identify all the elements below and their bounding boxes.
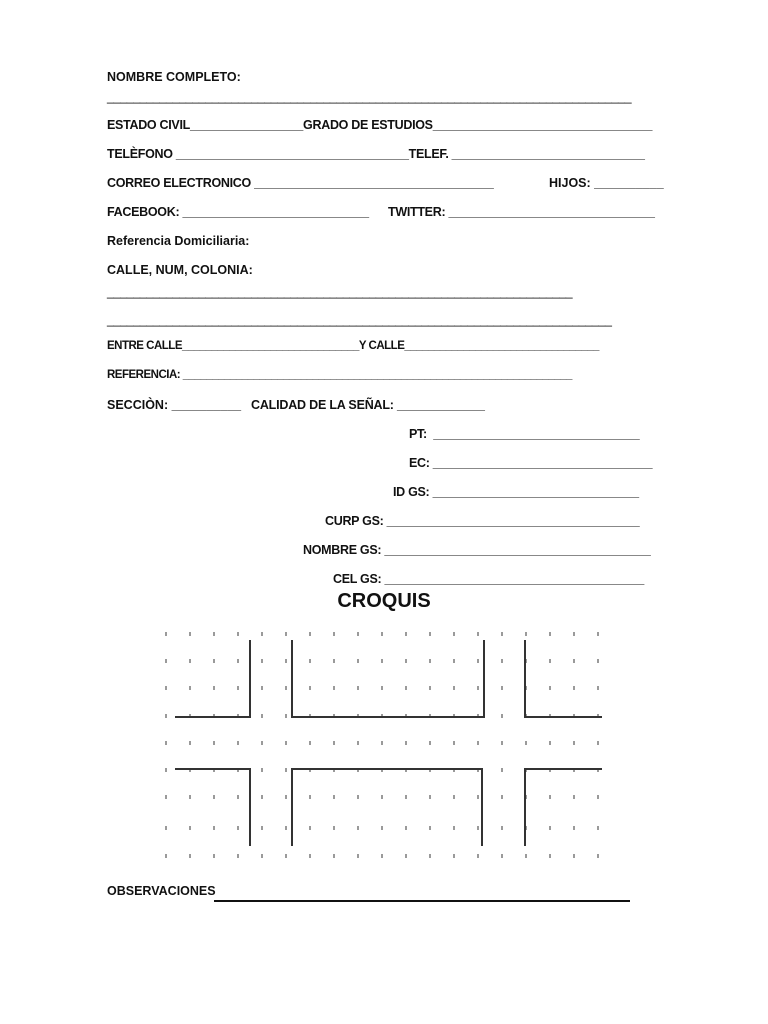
grid-dot <box>285 632 287 636</box>
grid-dot <box>429 659 431 663</box>
grid-dot <box>213 795 215 799</box>
grid-dot <box>237 686 239 690</box>
calidad-senal-field[interactable]: CALIDAD DE LA SEÑAL: _____________ <box>251 398 485 412</box>
grid-dot <box>573 854 575 858</box>
grid-dot <box>333 854 335 858</box>
grid-dot <box>453 686 455 690</box>
grid-dot <box>429 826 431 830</box>
grid-dot <box>189 854 191 858</box>
grid-dot <box>189 826 191 830</box>
grid-dot <box>357 854 359 858</box>
grid-dot <box>549 659 551 663</box>
grid-dot <box>357 686 359 690</box>
grid-dot <box>477 826 479 830</box>
street-blocks <box>175 640 602 846</box>
entre-calle-field[interactable]: ENTRE CALLE______________________________Y CALLE_________________________________ <box>107 340 599 352</box>
grid-dot <box>525 632 527 636</box>
grid-dot <box>213 826 215 830</box>
grid-dot <box>333 826 335 830</box>
grid-dot <box>309 659 311 663</box>
grid-dot <box>477 741 479 745</box>
grid-dot <box>261 854 263 858</box>
grid-dot <box>237 741 239 745</box>
grid-dot <box>213 659 215 663</box>
nombre-completo-label: NOMBRE COMPLETO: <box>107 70 241 84</box>
grid-dot <box>285 854 287 858</box>
grid-dot <box>597 632 599 636</box>
nombre-gs-field[interactable]: NOMBRE GS: ________________________________________ <box>303 543 651 557</box>
grid-dot <box>429 741 431 745</box>
grid-dot <box>525 854 527 858</box>
grid-dot <box>165 854 167 858</box>
grid-dot <box>165 826 167 830</box>
grid-dot <box>453 826 455 830</box>
grid-dot <box>453 854 455 858</box>
grid-dot <box>189 659 191 663</box>
block-bottom-right <box>525 769 602 846</box>
grid-dot <box>501 659 503 663</box>
grid-dot <box>573 632 575 636</box>
grid-dot <box>213 741 215 745</box>
grid-dot <box>429 854 431 858</box>
grid-dot <box>477 659 479 663</box>
block-top-left <box>175 640 250 717</box>
grid-dot <box>237 826 239 830</box>
grid-dot <box>309 854 311 858</box>
referencia-domiciliaria-heading: Referencia Domiciliaria: <box>107 234 250 248</box>
grid-dot <box>333 632 335 636</box>
seccion-field[interactable]: SECCIÒN: __________ <box>107 398 242 412</box>
grid-dot <box>381 686 383 690</box>
grid-dot <box>357 795 359 799</box>
grid-dot <box>189 741 191 745</box>
grid-dot <box>237 632 239 636</box>
grid-dot <box>477 854 479 858</box>
grid-dot <box>405 686 407 690</box>
grid-dot <box>261 741 263 745</box>
referencia-field[interactable]: REFERENCIA: __________________________________________________________________ <box>107 369 572 381</box>
grid-dot <box>549 686 551 690</box>
grid-dot <box>453 795 455 799</box>
correo-electronico-field[interactable]: CORREO ELECTRONICO ____________________________________ <box>107 176 494 190</box>
calle-line-1[interactable]: _______________________________________________________________________ <box>107 285 573 299</box>
grid-dot <box>165 659 167 663</box>
grid-dot <box>261 686 263 690</box>
grid-dot <box>405 632 407 636</box>
grid-dot <box>573 826 575 830</box>
calle-num-colonia-label: CALLE, NUM, COLONIA: <box>107 263 253 277</box>
grid-dot <box>357 741 359 745</box>
grid-dot <box>309 632 311 636</box>
grid-dot <box>357 659 359 663</box>
grid-dot <box>501 741 503 745</box>
grid-dot <box>501 768 503 772</box>
grid-dot <box>285 659 287 663</box>
grid-dot <box>405 826 407 830</box>
grid-dot <box>477 632 479 636</box>
grid-dot <box>501 826 503 830</box>
grid-dot <box>501 714 503 718</box>
grid-dot <box>285 795 287 799</box>
grid-dot <box>333 686 335 690</box>
grid-dot <box>549 741 551 745</box>
grid-dot <box>189 686 191 690</box>
grid-dot <box>381 632 383 636</box>
grid-dot <box>525 741 527 745</box>
grid-dot <box>333 741 335 745</box>
grid-dot <box>165 686 167 690</box>
grid-dot <box>453 741 455 745</box>
grid-dot <box>237 659 239 663</box>
cel-gs-field[interactable]: CEL GS: _______________________________________ <box>333 572 644 586</box>
grid-dot <box>165 714 167 718</box>
grid-dot <box>597 686 599 690</box>
grid-dot <box>501 795 503 799</box>
grid-dot <box>381 741 383 745</box>
curp-gs-field[interactable]: CURP GS: ______________________________________ <box>325 514 640 528</box>
grid-dot <box>405 854 407 858</box>
block-bottom-middle <box>292 769 482 846</box>
dot-grid <box>165 632 599 858</box>
telefono-field[interactable]: TELÈFONO ___________________________________TELEF. _____________________________ <box>107 147 645 161</box>
grid-dot <box>357 632 359 636</box>
grid-dot <box>333 795 335 799</box>
grid-dot <box>429 632 431 636</box>
grid-dot <box>189 795 191 799</box>
block-bottom-left <box>175 769 250 846</box>
ec-field[interactable]: EC: _________________________________ <box>409 456 653 470</box>
block-top-right <box>525 640 602 717</box>
grid-dot <box>405 659 407 663</box>
grid-dot <box>597 854 599 858</box>
grid-dot <box>453 659 455 663</box>
grid-dot <box>597 741 599 745</box>
grid-dot <box>213 686 215 690</box>
grid-dot <box>597 659 599 663</box>
grid-dot <box>309 795 311 799</box>
grid-dot <box>213 854 215 858</box>
grid-dot <box>213 632 215 636</box>
grid-dot <box>333 659 335 663</box>
grid-dot <box>165 768 167 772</box>
grid-dot <box>501 854 503 858</box>
facebook-field[interactable]: FACEBOOK: ____________________________ <box>107 205 369 219</box>
grid-dot <box>261 659 263 663</box>
grid-dot <box>501 686 503 690</box>
grid-dot <box>261 826 263 830</box>
grid-dot <box>165 632 167 636</box>
grid-dot <box>549 795 551 799</box>
twitter-field[interactable]: TWITTER: _______________________________ <box>388 205 655 219</box>
grid-dot <box>309 741 311 745</box>
grid-dot <box>285 714 287 718</box>
hijos-field[interactable]: HIJOS: __________ <box>549 176 664 190</box>
grid-dot <box>237 854 239 858</box>
grid-dot <box>381 659 383 663</box>
grid-dot <box>477 686 479 690</box>
observaciones-label: OBSERVACIONES <box>107 884 216 898</box>
grid-dot <box>261 714 263 718</box>
grid-dot <box>429 686 431 690</box>
grid-dot <box>261 632 263 636</box>
grid-dot <box>285 826 287 830</box>
grid-dot <box>405 795 407 799</box>
grid-dot <box>165 795 167 799</box>
grid-dot <box>309 826 311 830</box>
grid-dot <box>501 632 503 636</box>
id-gs-field[interactable]: ID GS: _______________________________ <box>393 485 639 499</box>
grid-dot <box>549 826 551 830</box>
grid-dot <box>405 741 407 745</box>
estado-civil-grado-estudios-field[interactable]: ESTADO CIVIL_________________GRADO DE ESTUDIOS_________________________________ <box>107 118 653 132</box>
grid-dot <box>597 826 599 830</box>
grid-dot <box>573 659 575 663</box>
croquis-title: CROQUIS <box>337 590 431 612</box>
grid-dot <box>285 768 287 772</box>
grid-dot <box>237 795 239 799</box>
grid-dot <box>381 795 383 799</box>
grid-dot <box>573 795 575 799</box>
grid-dot <box>285 686 287 690</box>
grid-dot <box>189 632 191 636</box>
grid-dot <box>165 741 167 745</box>
observaciones-line[interactable] <box>214 900 630 902</box>
grid-dot <box>381 826 383 830</box>
grid-dot <box>549 854 551 858</box>
grid-dot <box>381 854 383 858</box>
block-top-middle <box>292 640 484 717</box>
grid-dot <box>573 741 575 745</box>
grid-dot <box>261 768 263 772</box>
grid-dot <box>357 826 359 830</box>
grid-dot <box>309 686 311 690</box>
nombre-completo-line[interactable]: ________________________________________________________________________________ <box>107 90 632 104</box>
grid-dot <box>573 686 575 690</box>
grid-dot <box>453 632 455 636</box>
grid-dot <box>429 795 431 799</box>
grid-dot <box>597 795 599 799</box>
pt-field[interactable]: PT: _______________________________ <box>409 427 640 441</box>
grid-dot <box>477 795 479 799</box>
grid-dot <box>549 632 551 636</box>
grid-dot <box>261 795 263 799</box>
grid-dot <box>285 741 287 745</box>
calle-line-2[interactable]: _____________________________________________________________________________ <box>107 313 612 327</box>
